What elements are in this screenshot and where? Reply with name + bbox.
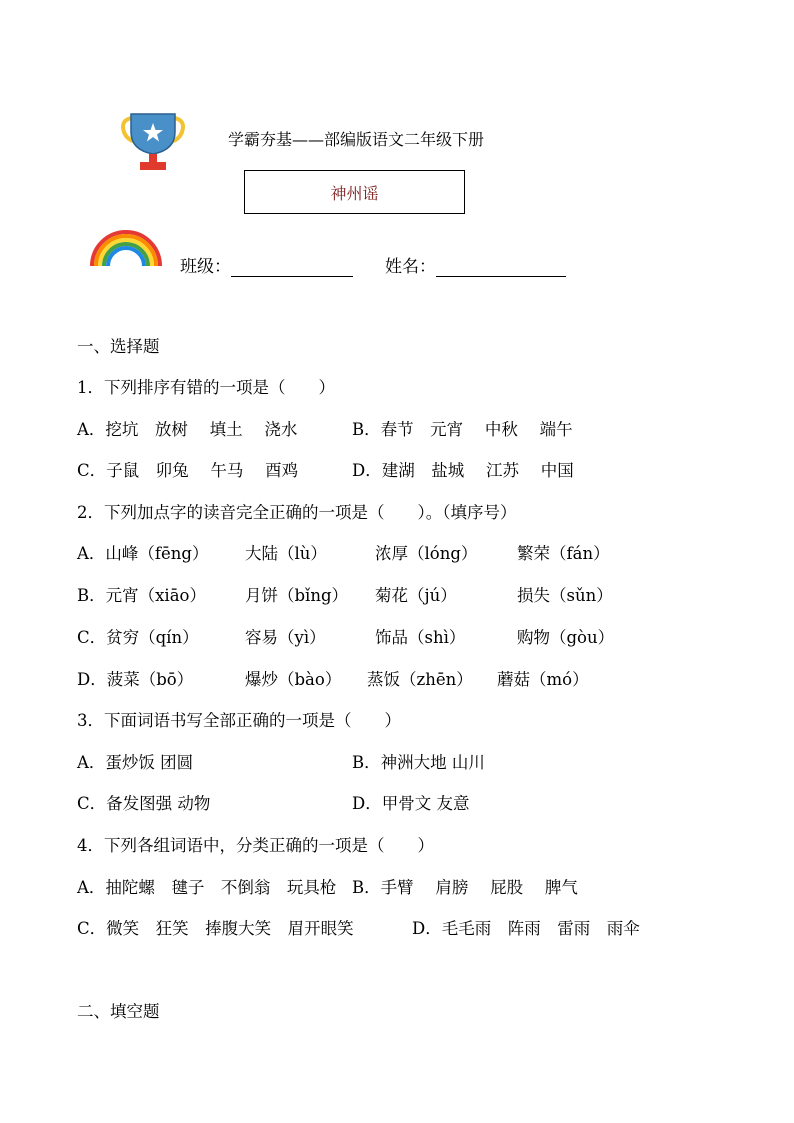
lesson-title: 神州谣 [330,183,379,203]
name-row [385,252,566,277]
class-label: 班级： [180,257,231,277]
q3-option-c[interactable]: C．备发图强 动物 [77,794,211,813]
q2-d-word2: 爆炒（bào） [245,670,342,689]
q4-options-row2 [77,917,640,941]
q1-option-a[interactable]: A．挖坑 放树 填土 浇水 [77,420,298,439]
q2-b-word4: 损失（sǔn） [517,586,613,605]
lesson-title-box [244,170,465,214]
q2-d-word1: D．菠菜（bō） [77,670,194,689]
q1-option-d[interactable]: D．建湖 盐城 江苏 中国 [352,461,574,480]
trophy-icon [118,110,188,176]
section2-heading: 二、填空题 [77,1002,160,1021]
q1-options-row2 [77,459,574,483]
q3-stem: 3．下面词语书写全部正确的一项是（ ） [77,711,401,730]
class-row [180,252,353,277]
q2-d-word4: 蘑菇（mó） [497,670,589,689]
q1-option-c[interactable]: C．子鼠 卯兔 午马 酉鸡 [77,461,299,480]
q2-a-word2: 大陆（lù） [245,544,327,563]
q4-stem: 4．下列各组词语中，分类正确的一项是（ ） [77,836,434,855]
q3-options-row1 [77,751,485,775]
q2-c-word4: 购物（gòu） [517,628,615,647]
q2-b-word1: B．元宵（xiāo） [77,586,206,605]
q2-d-word3: 蒸饭（zhēn） [367,670,473,689]
name-label: 姓名： [385,257,436,277]
q4-option-c[interactable]: C．微笑 狂笑 捧腹大笑 眉开眼笑 [77,919,354,938]
q3-option-d[interactable]: D．甲骨文 友意 [352,794,470,813]
q1-options-row1 [77,418,573,442]
name-field[interactable] [436,258,566,277]
q2-option-b[interactable] [77,584,613,608]
q4-option-d[interactable]: D．毛毛雨 阵雨 雷雨 雨伞 [412,919,640,938]
q2-option-c[interactable] [77,626,614,650]
q3-options-row2 [77,792,469,816]
q2-stem: 2．下列加点字的读音完全正确的一项是（ ）。（填序号） [77,503,517,522]
q2-a-word1: A．山峰（fēng） [77,544,209,563]
q2-b-word2: 月饼（bǐng） [245,586,349,605]
q1-option-b[interactable]: B．春节 元宵 中秋 端午 [352,420,573,439]
q2-option-a[interactable] [77,542,610,566]
q2-c-word3: 饰品（shì） [375,628,466,647]
q2-a-word3: 浓厚（lóng） [375,544,478,563]
q4-option-a[interactable]: A．抽陀螺 毽子 不倒翁 玩具枪 [77,878,337,897]
q2-c-word2: 容易（yì） [245,628,326,647]
q3-option-b[interactable]: B．神洲大地 山川 [352,753,485,772]
rainbow-icon [88,228,164,272]
q3-option-a[interactable]: A．蛋炒饭 团圆 [77,753,194,772]
q4-option-b[interactable]: B．手臂 肩膀 屁股 脾气 [352,878,578,897]
q2-a-word4: 繁荣（fán） [517,544,610,563]
section1-heading: 一、选择题 [77,337,160,356]
q2-c-word1: C．贫穷（qín） [77,628,199,647]
class-field[interactable] [231,258,353,277]
header-title: 学霸夯基——部编版语文二年级下册 [228,130,485,149]
q2-b-word3: 菊花（jú） [375,586,457,605]
q1-stem: 1．下列排序有错的一项是（ ） [77,378,335,397]
q4-options-row1 [77,876,578,900]
q2-option-d[interactable] [77,668,589,692]
